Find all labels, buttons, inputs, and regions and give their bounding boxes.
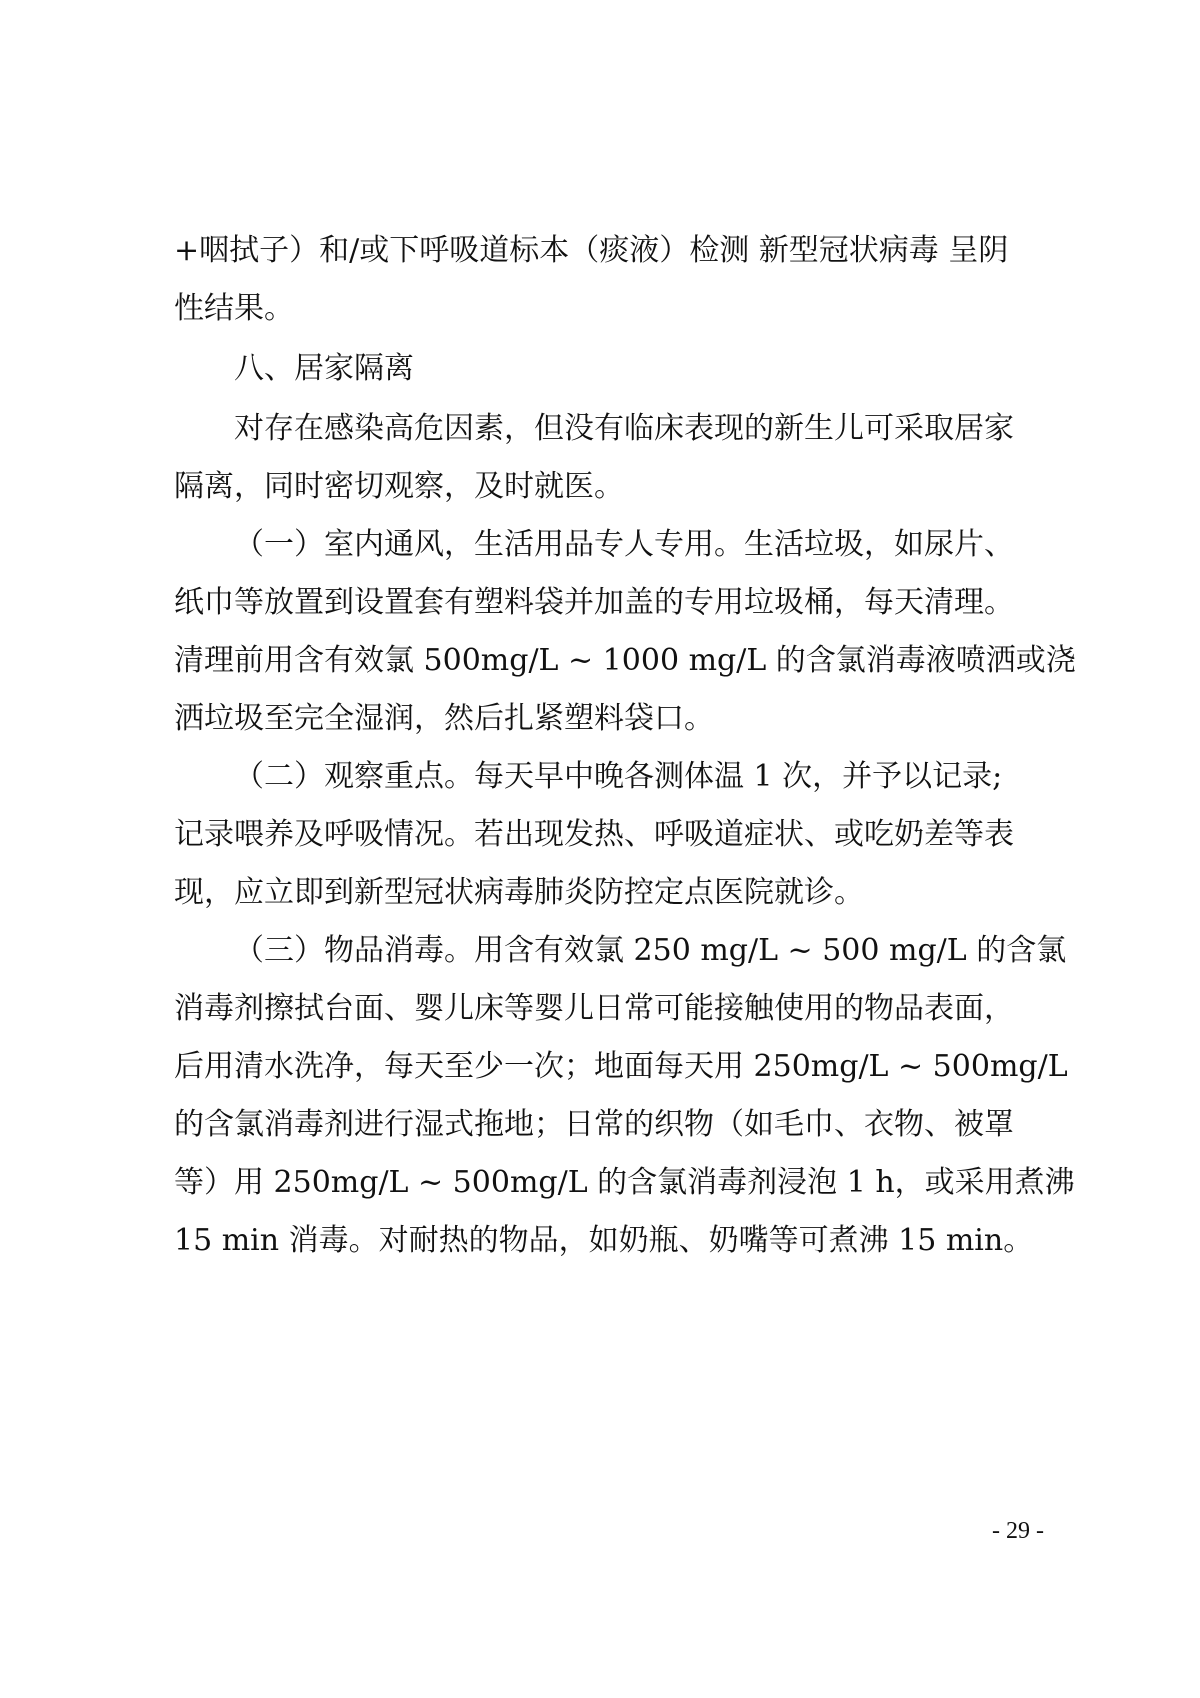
page-number: - 29 -: [992, 1518, 1044, 1544]
paragraph-line: 纸巾等放置到设置套有塑料袋并加盖的专用垃圾桶，每天清理。: [174, 585, 1014, 620]
paragraph-line: 消毒剂擦拭台面、婴儿床等婴儿日常可能接触使用的物品表面，: [174, 991, 1014, 1026]
paragraph-line: 洒垃圾至完全湿润，然后扎紧塑料袋口。: [174, 701, 714, 736]
section-heading: 八、居家隔离: [234, 351, 414, 386]
body-text: [174, 222, 1074, 1270]
paragraph-line: （一）室内通风，生活用品专人专用。生活垃圾，如尿片、: [234, 527, 1014, 562]
paragraph-line: 的含氯消毒剂进行湿式拖地；日常的织物（如毛巾、衣物、被罩: [174, 1107, 1014, 1142]
paragraph-line: （二）观察重点。每天早中晚各测体温 1 次，并予以记录;: [234, 759, 1003, 794]
paragraph-line: 清理前用含有效氯 500mg/L ~ 1000 mg/L 的含氯消毒液喷洒或浇: [174, 643, 1076, 678]
paragraph-line: 后用清水洗净，每天至少一次；地面每天用 250mg/L ~ 500mg/L: [174, 1049, 1068, 1084]
paragraph-line: 现，应立即到新型冠状病毒肺炎防控定点医院就诊。: [174, 875, 864, 910]
paragraph-line: 记录喂养及呼吸情况。若出现发热、呼吸道症状、或吃奶差等表: [174, 817, 1014, 852]
paragraph-line: 对存在感染高危因素，但没有临床表现的新生儿可采取居家: [234, 411, 1014, 446]
paragraph-line: 等）用 250mg/L ~ 500mg/L 的含氯消毒剂浸泡 1 h，或采用煮沸: [174, 1165, 1075, 1200]
paragraph-line: 隔离，同时密切观察，及时就医。: [174, 469, 624, 504]
paragraph-line: （三）物品消毒。用含有效氯 250 mg/L ~ 500 mg/L 的含氯: [234, 933, 1067, 968]
paragraph-line: +咽拭子）和/或下呼吸道标本（痰液）检测 新型冠状病毒 呈阴: [174, 233, 1009, 268]
paragraph-line: 15 min 消毒。对耐热的物品，如奶瓶、奶嘴等可煮沸 15 min。: [174, 1223, 1034, 1258]
paragraph-line: 性结果。: [174, 291, 294, 326]
